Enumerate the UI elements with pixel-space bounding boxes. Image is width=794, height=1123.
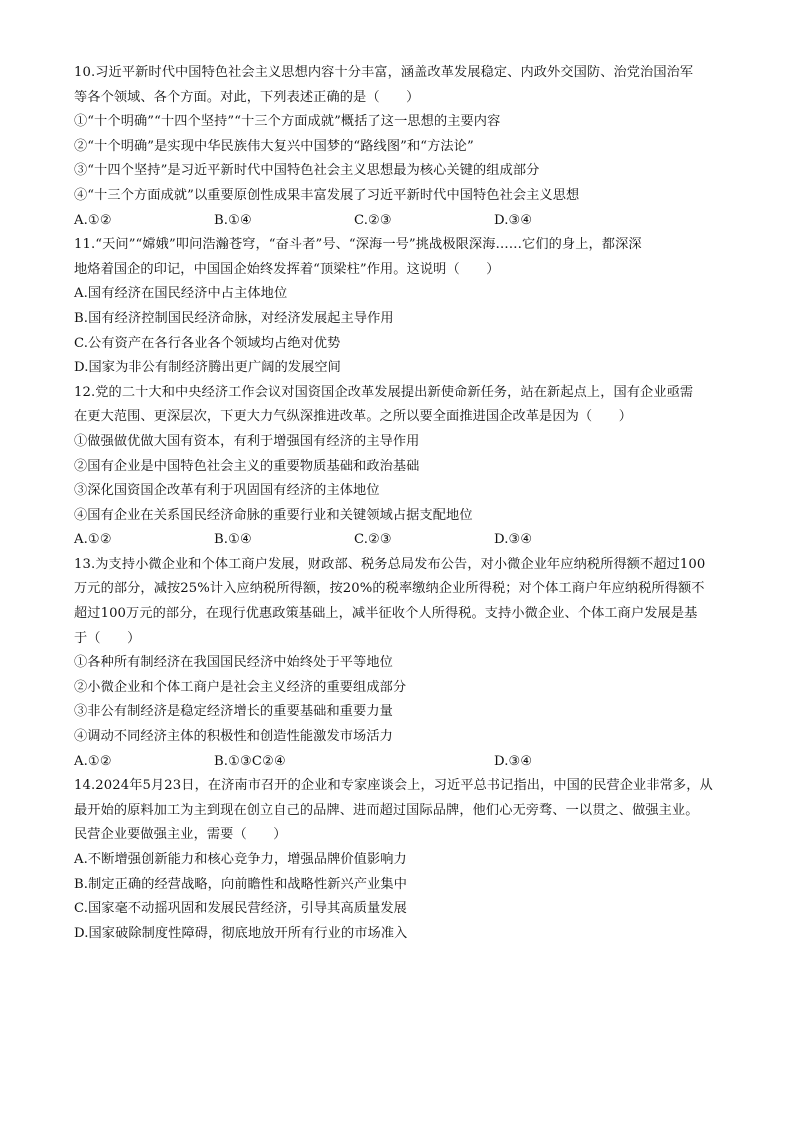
question-stem-line: 地烙着国企的印记，中国国企始终发挥着“顶梁柱”作用。这说明（ ） bbox=[74, 261, 500, 277]
answer-options bbox=[74, 528, 724, 553]
question-statement: ①做强做优做大国有资本，有利于增强国有经济的主导作用 bbox=[74, 433, 420, 449]
question-statement: D.国家破除制度性障碍，彻底地放开所有行业的市场准入 bbox=[74, 925, 408, 941]
question-stem-line: 10.习近平新时代中国特色社会主义思想内容十分丰富，涵盖改革发展稳定、内政外交国防、治党治国治军 bbox=[74, 65, 694, 80]
answer-option: B.①④ bbox=[214, 212, 252, 228]
question-12 bbox=[74, 381, 724, 553]
question-statement: A.不断增强创新能力和核心竞争力，增强品牌价值影响力 bbox=[74, 852, 407, 867]
question-statement: ②“十个明确”是实现中华民族伟大复兴中国梦的“路线图”和“方法论” bbox=[74, 138, 474, 154]
question-statement: C.国家毫不动摇巩固和发展民营经济，引导其高质量发展 bbox=[74, 901, 407, 917]
question-10 bbox=[74, 61, 724, 233]
question-stem-line: 14.2024年5月23日，在济南市召开的企业和专家座谈会上，习近平总书记指出，中国的民营企业非常多，从 bbox=[74, 778, 713, 794]
answer-options bbox=[74, 209, 724, 234]
question-11 bbox=[74, 233, 724, 381]
question-list bbox=[74, 61, 724, 946]
question-stem-line: 超过100万元的部分，在现行优惠政策基础上，减半征收个人所得税。支持小微企业、个体工商户发展是基 bbox=[74, 606, 698, 622]
question-stem-line: 13.为支持小微企业和个体工商户发展，财政部、税务总局发布公告，对小微企业年应纳税所得额不超过100 bbox=[74, 556, 706, 572]
question-stem-line: 最开始的原料加工为主到现在创立自己的品牌、进而超过国际品牌，他们心无旁骛、一以贯之、做强主业。 bbox=[74, 802, 699, 818]
question-stem-line: 于（ ） bbox=[74, 630, 141, 646]
question-14 bbox=[74, 774, 724, 946]
question-stem-line: 12.党的二十大和中央经济工作会议对国资国企改革发展提出新使命新任务，站在新起点上，国有企业亟需 bbox=[74, 384, 694, 400]
question-stem-line: 民营企业要做强主业，需要（ ） bbox=[74, 827, 287, 843]
answer-option: D.③④ bbox=[494, 212, 533, 228]
question-statement: ②国有企业是中国特色社会主义的重要物质基础和政治基础 bbox=[74, 458, 420, 474]
answer-option: B.①③C②④ bbox=[214, 753, 286, 769]
question-statement: B.国有经济控制国民经济命脉，对经济发展起主导作用 bbox=[74, 310, 394, 326]
question-statement: C.公有资产在各行各业各个领域均占绝对优势 bbox=[74, 335, 341, 351]
question-statement: B.制定正确的经营战略，向前瞻性和战略性新兴产业集中 bbox=[74, 876, 407, 892]
answer-option: A.①② bbox=[74, 753, 112, 769]
answer-option bbox=[354, 750, 494, 775]
question-13 bbox=[74, 553, 724, 774]
question-statement: ③深化国资国企改革有利于巩固国有经济的主体地位 bbox=[74, 483, 380, 499]
question-statement: D.国家为非公有制经济腾出更广阔的发展空间 bbox=[74, 360, 341, 376]
question-statement: A.国有经济在国民经济中占主体地位 bbox=[74, 286, 288, 302]
question-statement: ①“十个明确”“十四个坚持”“十三个方面成就”概括了这一思想的主要内容 bbox=[74, 114, 501, 130]
question-statement: ③“十四个坚持”是习近平新时代中国特色社会主义思想最为核心关键的组成部分 bbox=[74, 163, 540, 179]
answer-option: D.③④ bbox=[494, 532, 533, 548]
answer-option: D.③④ bbox=[494, 753, 533, 769]
question-statement: ④国有企业在关系国民经济命脉的重要行业和关键领域占据支配地位 bbox=[74, 507, 473, 523]
answer-option: C.②③ bbox=[354, 532, 392, 548]
answer-option: C.②③ bbox=[354, 212, 392, 228]
question-statement: ②小微企业和个体工商户是社会主义经济的重要组成部分 bbox=[74, 679, 407, 695]
question-stem-line: 在更大范围、更深层次，下更大力气纵深推进改革。之所以要全面推进国企改革是因为（ ） bbox=[74, 409, 633, 425]
question-stem-line: 11.“天问”“嫦娥”叩问浩瀚苍穹，“奋斗者”号、“深海一号”挑战极限深海……它们的身上，都深深 bbox=[74, 237, 642, 253]
question-statement: ④调动不同经济主体的积极性和创造性能激发市场活力 bbox=[74, 729, 393, 745]
question-statement: ④“十三个方面成就”以重要原创性成果丰富发展了习近平新时代中国特色社会主义思想 bbox=[74, 187, 580, 203]
answer-option: A.①② bbox=[74, 532, 112, 548]
answer-option: B.①④ bbox=[214, 532, 252, 548]
question-statement: ①各种所有制经济在我国国民经济中始终处于平等地位 bbox=[74, 655, 393, 671]
answer-options bbox=[74, 750, 724, 775]
question-stem-line: 等各个领域、各个方面。对此，下列表述正确的是（ ） bbox=[74, 89, 420, 105]
question-statement: ③非公有制经济是稳定经济增长的重要基础和重要力量 bbox=[74, 704, 393, 720]
answer-option: A.①② bbox=[74, 212, 112, 228]
question-stem-line: 万元的部分，减按25%计入应纳税所得额，按20%的税率缴纳企业所得税；对个体工商户年应纳税所得额不 bbox=[74, 581, 705, 597]
